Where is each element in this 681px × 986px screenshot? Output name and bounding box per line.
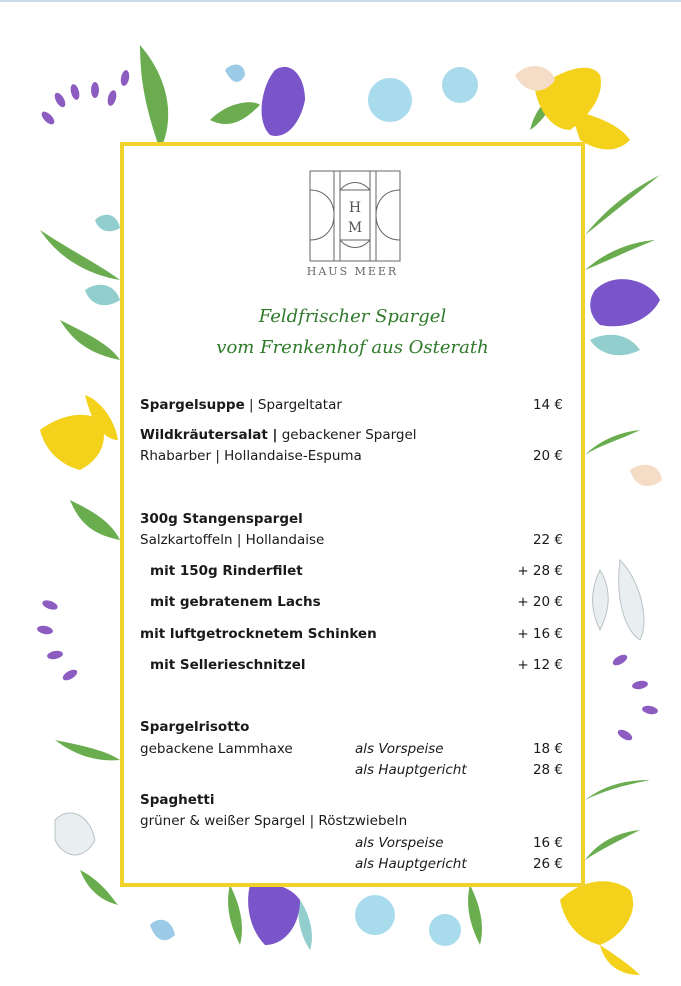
leaf-icon bbox=[585, 430, 640, 455]
option-price: 18 € bbox=[532, 741, 563, 757]
leaf-icon bbox=[55, 740, 120, 760]
leaf-icon bbox=[585, 780, 650, 800]
item-price: 14 € bbox=[532, 397, 563, 413]
logo-name: HAUS MEER bbox=[306, 265, 399, 278]
item-name: Spargelsuppe bbox=[140, 397, 245, 413]
blue-flower-icon bbox=[355, 895, 395, 935]
flower-bud-icon bbox=[61, 668, 79, 683]
menu-headline-line2: vom Frenkenhof aus Osterath bbox=[216, 337, 489, 358]
svg-text:M: M bbox=[347, 220, 363, 236]
option-price: 26 € bbox=[532, 856, 563, 872]
leaf-icon bbox=[85, 285, 120, 305]
leaf-icon bbox=[585, 175, 660, 235]
leaf-icon bbox=[70, 500, 120, 540]
iris-icon bbox=[560, 881, 633, 945]
flower-bud-icon bbox=[91, 82, 99, 98]
leaf-icon bbox=[210, 102, 260, 124]
snowdrop-icon bbox=[55, 813, 95, 855]
option-price: 28 € bbox=[532, 762, 563, 778]
leaf-icon bbox=[468, 885, 482, 945]
extra-price: + 20 € bbox=[517, 594, 563, 610]
leaf-icon bbox=[585, 830, 640, 860]
leaf-icon bbox=[228, 885, 242, 945]
extra-price: + 28 € bbox=[517, 563, 563, 579]
flower-bud-icon bbox=[36, 625, 53, 636]
bellflower-icon bbox=[248, 883, 300, 945]
extra-sellerieschnitzel: mit Sellerieschnitzel bbox=[150, 657, 306, 673]
item-name: Wildkräutersalat | bbox=[140, 427, 278, 443]
item-desc-line2: grüner & weißer Spargel | Röstzwiebeln bbox=[140, 813, 408, 829]
menu-item-spaghetti: Spaghetti bbox=[140, 792, 215, 808]
blue-flower-icon bbox=[442, 67, 478, 103]
leaf-icon bbox=[95, 215, 120, 232]
option-hauptgericht: als Hauptgericht bbox=[355, 856, 467, 872]
blue-flower-icon bbox=[429, 914, 461, 946]
flower-bud-icon bbox=[120, 69, 131, 86]
item-desc-line2: Salzkartoffeln | Hollandaise bbox=[140, 532, 325, 548]
option-price: 16 € bbox=[532, 835, 563, 851]
item-desc: gebackener Spargel bbox=[281, 427, 417, 443]
flower-bud-icon bbox=[46, 650, 63, 661]
leaf-icon bbox=[298, 900, 311, 950]
extra-schinken: mit luftgetrocknetem Schinken bbox=[140, 626, 377, 642]
flower-bud-icon bbox=[69, 83, 81, 101]
svg-text:H: H bbox=[348, 200, 362, 216]
item-desc-line2: Rhabarber | Hollandaise-Espuma bbox=[140, 448, 362, 464]
flower-bud-icon bbox=[616, 728, 634, 743]
butterfly-icon bbox=[630, 465, 662, 486]
menu-headline-line1: Feldfrischer Spargel bbox=[258, 306, 447, 327]
leaf-icon bbox=[585, 240, 655, 270]
extra-price: + 12 € bbox=[517, 657, 563, 673]
flower-bud-icon bbox=[631, 680, 648, 691]
flower-bud-icon bbox=[641, 705, 658, 716]
item-price: 20 € bbox=[532, 448, 563, 464]
snowdrop-icon bbox=[593, 570, 609, 630]
flower-bud-icon bbox=[611, 653, 629, 668]
flower-bud-icon bbox=[40, 110, 57, 127]
menu-item-risotto: Spargelrisotto bbox=[140, 719, 250, 735]
leaf-icon bbox=[80, 870, 118, 905]
menu-item-soup bbox=[140, 396, 342, 414]
iris-icon bbox=[600, 945, 640, 975]
butterfly-icon bbox=[150, 920, 175, 940]
extra-price: + 16 € bbox=[517, 626, 563, 642]
bellflower-icon bbox=[262, 67, 305, 136]
item-desc-line2: gebackene Lammhaxe bbox=[140, 741, 293, 757]
option-hauptgericht: als Hauptgericht bbox=[355, 762, 467, 778]
bellflower-icon bbox=[590, 279, 660, 326]
leaf-icon bbox=[590, 335, 640, 355]
leaf-icon bbox=[140, 45, 168, 150]
item-desc: | Spargeltatar bbox=[249, 397, 342, 413]
option-vorspeise: als Vorspeise bbox=[355, 741, 444, 757]
menu-card bbox=[120, 142, 585, 887]
snowdrop-icon bbox=[619, 560, 644, 640]
leaf-icon bbox=[40, 230, 120, 280]
flower-bud-icon bbox=[106, 89, 118, 107]
option-vorspeise: als Vorspeise bbox=[355, 835, 444, 851]
blue-flower-icon bbox=[368, 78, 412, 122]
leaf-icon bbox=[60, 320, 120, 360]
flower-bud-icon bbox=[53, 91, 68, 109]
menu-item-stangenspargel: 300g Stangenspargel bbox=[140, 511, 303, 527]
item-price: 22 € bbox=[532, 532, 563, 548]
extra-rinderfilet: mit 150g Rinderfilet bbox=[150, 563, 303, 579]
menu-item-salad bbox=[140, 426, 417, 444]
extra-lachs: mit gebratenem Lachs bbox=[150, 594, 321, 610]
iris-icon bbox=[40, 415, 104, 470]
butterfly-icon bbox=[225, 65, 245, 82]
flower-bud-icon bbox=[41, 599, 59, 612]
